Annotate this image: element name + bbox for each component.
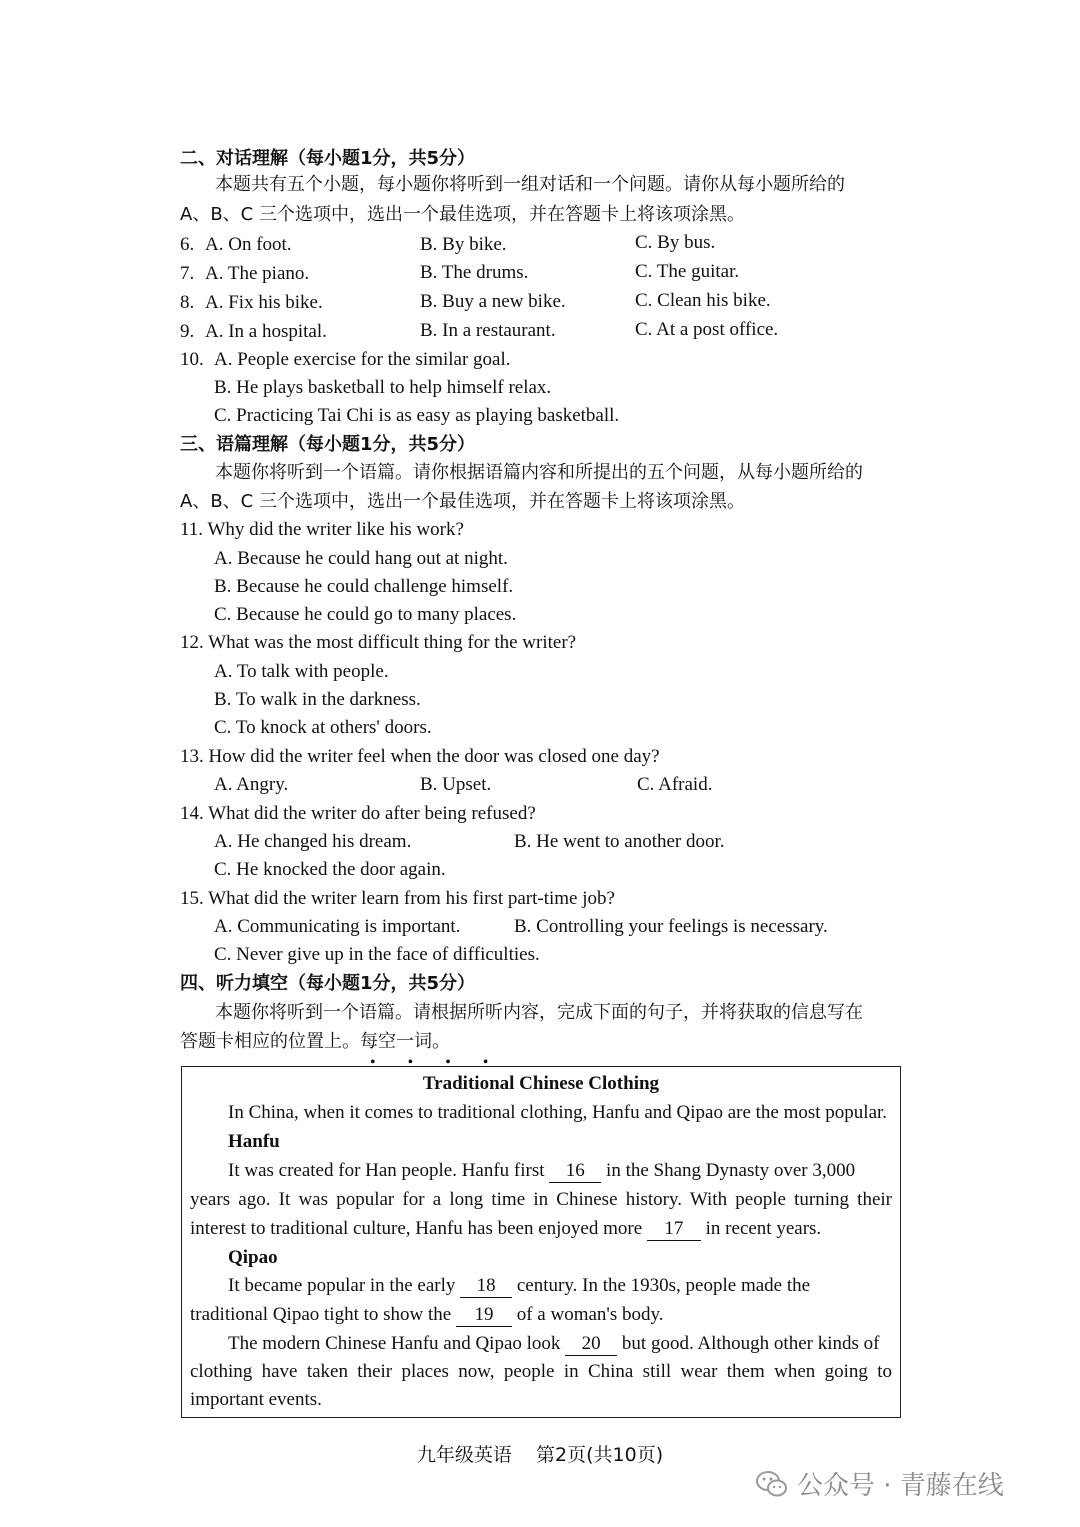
blank-20[interactable]: 20 [565, 1333, 617, 1356]
option-c: C. By bus. [635, 232, 716, 253]
section2-instruction-1: 本题共有五个小题，每小题你将听到一组对话和一个问题。请你从每小题所给的 [215, 174, 845, 195]
wechat-icon [755, 1469, 789, 1499]
option-b: B. Buy a new bike. [420, 291, 566, 312]
question-number: 7. [180, 263, 195, 284]
question-number: 8. [180, 292, 195, 313]
hanfu-heading: Hanfu [228, 1131, 280, 1152]
modern-line-3: important events. [190, 1389, 322, 1410]
text: in the Shang Dynasty over 3,000 [606, 1160, 856, 1181]
option-c: C. Afraid. [637, 774, 713, 795]
option-c: C. Never give up in the face of difficulties. [214, 944, 540, 965]
section3-heading: 三、语篇理解（每小题1分，共5分） [180, 434, 476, 455]
option-a: A. On foot. [205, 234, 292, 255]
emphasis-dots: • • • • [370, 1054, 503, 1071]
option-a: A. The piano. [205, 263, 310, 284]
question-text: 11. Why did the writer like his work? [180, 519, 464, 540]
option-a: A. People exercise for the similar goal. [214, 349, 511, 370]
hanfu-line-3 [190, 1216, 821, 1242]
hanfu-line-1 [228, 1158, 855, 1184]
passage-intro: In China, when it comes to traditional clothing, Hanfu and Qipao are the most popular. [228, 1102, 888, 1123]
text: century. In the 1930s, people made the [516, 1275, 811, 1296]
blank-16[interactable]: 16 [549, 1160, 601, 1183]
option-a: A. To talk with people. [214, 661, 389, 682]
section4-instruction-2: 答题卡相应的位置上。每空一词。 [180, 1031, 450, 1052]
page-footer: 九年级英语 第2页(共10页) [416, 1444, 664, 1466]
question-text: 14. What did the writer do after being refused? [180, 803, 536, 824]
option-b: B. He plays basketball to help himself relax. [214, 377, 552, 398]
question-text: 15. What did the writer learn from his first part-time job? [180, 888, 615, 909]
option-c: C. The guitar. [635, 261, 740, 282]
option-c: C. Clean his bike. [635, 290, 771, 311]
question-number: 6. [180, 234, 195, 255]
option-a: A. Angry. [214, 774, 289, 795]
section3-instruction-1: 本题你将听到一个语篇。请你根据语篇内容和所提出的五个问题，从每小题所给的 [215, 462, 863, 483]
question-text: 13. How did the writer feel when the door was closed one day? [180, 746, 660, 767]
option-a: A. Because he could hang out at night. [214, 548, 508, 569]
option-b: B. In a restaurant. [420, 320, 556, 341]
text: It became popular in the early [228, 1275, 456, 1296]
option-a: A. In a hospital. [205, 321, 327, 342]
blank-19[interactable]: 19 [456, 1304, 512, 1327]
modern-line-1 [228, 1331, 879, 1357]
qipao-heading: Qipao [228, 1247, 278, 1268]
option-b: B. To walk in the darkness. [214, 689, 421, 710]
text: in recent years. [705, 1218, 822, 1239]
blank-17[interactable]: 17 [647, 1218, 701, 1241]
option-c: C. At a post office. [635, 319, 779, 340]
question-number: 9. [180, 321, 195, 342]
section4-instruction-1: 本题你将听到一个语篇。请根据所听内容，完成下面的句子，并将获取的信息写在 [215, 1002, 863, 1023]
option-b: B. By bike. [420, 234, 507, 255]
text: The modern Chinese Hanfu and Qipao look [228, 1333, 561, 1354]
option-b: B. The drums. [420, 262, 529, 283]
option-c: C. Because he could go to many places. [214, 604, 517, 625]
option-a: A. He changed his dream. [214, 831, 412, 852]
text: It was created for Han people. Hanfu first [228, 1160, 545, 1181]
passage-box [181, 1066, 901, 1418]
text: traditional Qipao tight to show the [190, 1304, 452, 1325]
option-c: C. Practicing Tai Chi is as easy as playing basketball. [214, 405, 620, 426]
qipao-line-2 [190, 1302, 664, 1328]
question-number: 10. [180, 349, 204, 370]
section2-heading: 二、对话理解（每小题1分，共5分） [180, 148, 476, 169]
modern-line-2: clothing have taken their places now, people in China still wear them when going to [190, 1361, 892, 1382]
text: interest to traditional culture, Hanfu has been enjoyed more [190, 1218, 643, 1239]
option-b: B. Controlling your feelings is necessary. [514, 916, 828, 937]
option-c: C. To knock at others' doors. [214, 717, 432, 738]
question-text: 12. What was the most difficult thing for the writer? [180, 632, 577, 653]
hanfu-line-2: years ago. It was popular for a long time in Chinese history. With people turning their [190, 1189, 892, 1210]
section2-instruction-2: A、B、C 三个选项中，选出一个最佳选项，并在答题卡上将该项涂黑。 [180, 204, 745, 225]
option-b: B. Because he could challenge himself. [214, 576, 514, 597]
watermark-text: 公众号 · 青藤在线 [797, 1471, 1004, 1501]
section4-heading: 四、听力填空（每小题1分，共5分） [180, 973, 476, 994]
option-a: A. Communicating is important. [214, 916, 461, 937]
watermark [755, 1465, 1004, 1502]
qipao-line-1 [228, 1273, 810, 1299]
text: but good. Although other kinds of [621, 1333, 880, 1354]
option-a: A. Fix his bike. [205, 292, 323, 313]
option-b: B. Upset. [420, 774, 492, 795]
blank-18[interactable]: 18 [460, 1275, 512, 1298]
option-b: B. He went to another door. [514, 831, 725, 852]
text: of a woman's body. [516, 1304, 664, 1325]
passage-title: Traditional Chinese Clothing [422, 1073, 660, 1094]
option-c: C. He knocked the door again. [214, 859, 446, 880]
section3-instruction-2: A、B、C 三个选项中，选出一个最佳选项，并在答题卡上将该项涂黑。 [180, 491, 745, 512]
